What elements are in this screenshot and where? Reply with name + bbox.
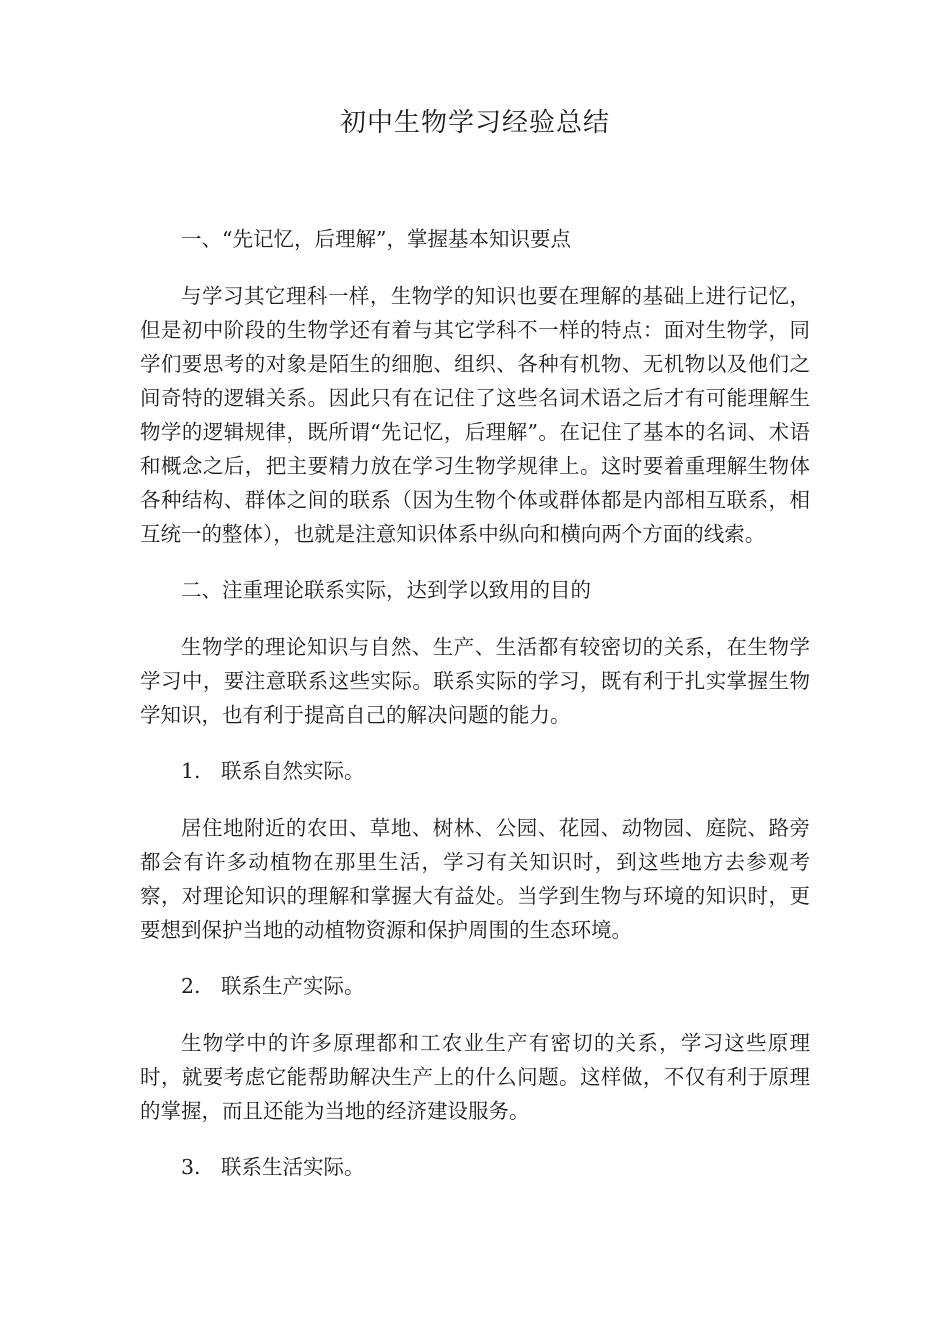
section-heading-2: 二、注重理论联系实际，达到学以致用的目的 <box>181 578 591 602</box>
document-body <box>140 222 810 1207</box>
body-paragraph-2: 生物学的理论知识与自然、生产、生活都有较密切的关系，在生物学学习中，要注意联系这些实际。联系实际的学习，既有利于扎实掌握生物学知识，也有利于提高自己的解决问题的能力。 <box>140 635 810 727</box>
body-paragraph-3: 居住地附近的农田、草地、树林、公园、花园、动物园、庭院、路旁都会有许多动植物在那里生活，学习有关知识时，到这些地方去参观考察，对理论知识的理解和掌握大有益处。当学到生物与环境的知识时，更要想到保护当地的动植物资源和保护周围的生态环境。 <box>140 816 810 942</box>
section-heading-1: 一、“先记忆，后理解”，掌握基本知识要点 <box>181 227 571 251</box>
body-paragraph-4: 生物学中的许多原理都和工农业生产有密切的关系，学习这些原理时，就要考虑它能帮助解决生产上的什么问题。这样做，不仅有利于原理的掌握，而且还能为当地的经济建设服务。 <box>140 1031 810 1123</box>
subsection-heading-1: 1. 联系自然实际。 <box>181 759 365 783</box>
body-paragraph-1: 与学习其它理科一样，生物学的知识也要在理解的基础上进行记忆，但是初中阶段的生物学还有着与其它学科不一样的特点：面对生物学，同学们要思考的对象是陌生的细胞、组织、各种有机物、无机物以及他们之间奇特的逻辑关系。因此只有在记住了这些名词术语之后才有可能理解生物学的逻辑规律，既所谓“先记忆，后理解”。在记住了基本的名词、术语和概念之后，把主要精力放在学习生物学规律上。这时要着重理解生物体各种结构、群体之间的联系（因为生物个体或群体都是内部相互联系，相互统一的整体），也就是注意知识体系中纵向和横向两个方面的线索。 <box>140 284 810 546</box>
subsection-heading-2: 2. 联系生产实际。 <box>181 974 365 998</box>
document-title: 初中生物学习经验总结 <box>339 108 610 138</box>
subsection-heading-3: 3. 联系生活实际。 <box>181 1155 365 1179</box>
